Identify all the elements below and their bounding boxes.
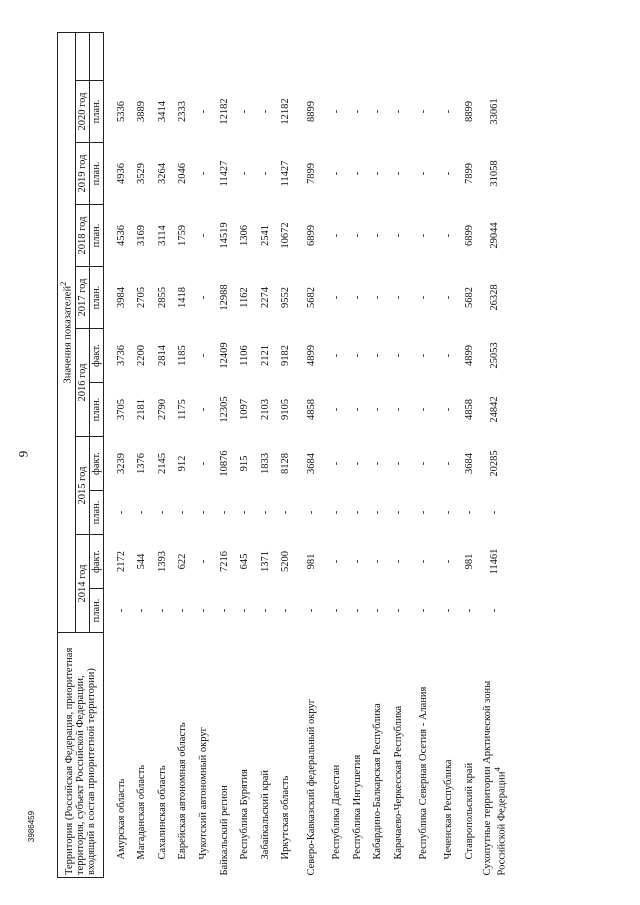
value-cell: 645	[239, 553, 251, 570]
table-row	[409, 33, 439, 878]
values-header-label: Значения показателей	[62, 285, 74, 384]
value-cell: -	[443, 461, 455, 466]
value-cell: 3889	[136, 101, 148, 122]
value-cell: 4899	[463, 345, 475, 366]
table-row	[103, 33, 132, 878]
table-row	[235, 33, 256, 878]
territory-cell	[368, 633, 389, 878]
value-cell: -	[197, 295, 209, 300]
value-cell: -	[392, 233, 404, 238]
value-cell: -	[330, 608, 342, 613]
table-row	[194, 33, 215, 878]
value-cell: -	[239, 608, 251, 613]
value-cell: -	[218, 510, 230, 515]
value-cell: 9182	[280, 345, 292, 366]
value-cell: 912	[177, 455, 189, 472]
value-cell: -	[418, 608, 430, 613]
blank-cell	[194, 33, 215, 81]
territory-cell	[389, 633, 410, 878]
rotated-table-container	[57, 33, 510, 878]
value-cell: 14519	[218, 222, 230, 249]
value-cell: 1393	[156, 551, 168, 572]
indicators-table	[57, 32, 510, 878]
value-cell: 3684	[305, 453, 317, 474]
table-row	[480, 33, 510, 878]
value-cell: 4899	[305, 345, 317, 366]
value-cell: 2172	[115, 551, 127, 572]
table-row	[132, 33, 153, 878]
value-cell: -	[489, 608, 501, 613]
territory-name: Республика Бурятия	[239, 769, 251, 860]
value-cell: -	[351, 461, 363, 466]
value-cell: -	[239, 510, 251, 515]
blank-cell	[153, 33, 174, 81]
value-cell: 2274	[259, 287, 271, 308]
value-cell: 915	[239, 455, 251, 472]
value-cell: -	[392, 510, 404, 515]
table-row	[460, 33, 481, 878]
value-cell: -	[372, 109, 384, 114]
value-cell: -	[392, 407, 404, 412]
plan-subheader: план.	[89, 143, 103, 205]
value-cell: -	[351, 353, 363, 358]
value-cell: -	[197, 407, 209, 412]
value-cell: 3736	[115, 345, 127, 366]
territory-name: Республика Северная Осетия - Алания	[418, 686, 430, 860]
year-header: 2014 год	[75, 535, 89, 633]
value-cell: -	[489, 510, 501, 515]
value-cell: 3705	[115, 399, 127, 420]
value-cell: 622	[177, 553, 189, 570]
value-cell: -	[330, 109, 342, 114]
value-cell: 4858	[305, 399, 317, 420]
table-row	[215, 33, 236, 878]
value-cell: -	[418, 559, 430, 564]
value-cell: 5682	[305, 287, 317, 308]
table-row	[347, 33, 368, 878]
blank-cell	[173, 33, 194, 81]
blank-cell	[256, 33, 277, 81]
territory-name: Северо-Кавказский федеральный округ	[305, 698, 317, 876]
value-cell: -	[197, 510, 209, 515]
value-cell: 3114	[156, 225, 168, 246]
value-cell: 2814	[156, 345, 168, 366]
blank-cell	[439, 33, 460, 81]
value-cell: -	[115, 510, 127, 515]
value-cell: -	[115, 608, 127, 613]
value-cell: 24842	[489, 396, 501, 423]
fact-subheader: факт.	[89, 535, 103, 589]
value-cell: -	[305, 510, 317, 515]
value-cell: -	[443, 608, 455, 613]
value-cell: 1175	[177, 399, 189, 420]
territory-cell	[215, 633, 236, 878]
value-cell: -	[372, 608, 384, 613]
blank-cell	[368, 33, 389, 81]
year-header: 2020 год	[75, 81, 89, 143]
value-cell: -	[330, 510, 342, 515]
value-cell: -	[351, 608, 363, 613]
territory-cell	[173, 633, 194, 878]
value-cell: 4858	[463, 399, 475, 420]
value-cell: 12182	[218, 98, 230, 125]
value-cell: -	[372, 295, 384, 300]
value-cell: 11427	[218, 160, 230, 187]
value-cell: -	[392, 353, 404, 358]
territory-name: Магаданская область	[136, 764, 148, 860]
value-cell: -	[330, 171, 342, 176]
value-cell: -	[418, 295, 430, 300]
value-cell: 3684	[463, 453, 475, 474]
value-cell: 1162	[239, 287, 251, 308]
blank-cell	[480, 33, 510, 81]
value-cell: 3239	[115, 453, 127, 474]
value-cell: -	[197, 608, 209, 613]
territory-name: Кабардино-Балкарская Республика	[372, 703, 384, 860]
value-cell: 2181	[136, 399, 148, 420]
footnote-marker: 4	[492, 767, 503, 772]
value-cell: 20285	[489, 450, 501, 477]
territory-header: Территория (Российская Федерация, приоритетная территория, субъект Российской Федерации, входящий в состав приоритетной территории)	[58, 633, 104, 878]
value-cell: -	[156, 608, 168, 613]
value-cell: 1097	[239, 399, 251, 420]
territory-cell	[480, 633, 510, 878]
value-cell: 1376	[136, 453, 148, 474]
value-cell: -	[197, 233, 209, 238]
blank-cell	[409, 33, 439, 81]
value-cell: -	[280, 510, 292, 515]
territory-cell	[297, 633, 327, 878]
value-cell: -	[418, 233, 430, 238]
value-cell: -	[372, 510, 384, 515]
value-cell: 26328	[489, 284, 501, 311]
territory-cell	[409, 633, 439, 878]
year-header: 2017 год	[75, 267, 89, 329]
table-row	[439, 33, 460, 878]
value-cell: -	[259, 171, 271, 176]
value-cell: 1306	[239, 225, 251, 246]
value-cell: 5336	[115, 101, 127, 122]
value-cell: -	[239, 171, 251, 176]
value-cell: 2333	[177, 101, 189, 122]
value-cell: 6899	[305, 225, 317, 246]
value-cell: -	[443, 353, 455, 358]
territory-name: Карачаево-Черкесская Республика	[392, 705, 404, 860]
plan-subheader: план.	[89, 589, 103, 633]
blank-cell	[327, 33, 348, 81]
value-cell: 3264	[156, 163, 168, 184]
value-cell: 2200	[136, 345, 148, 366]
value-cell: 1185	[177, 345, 189, 366]
value-cell: -	[443, 407, 455, 412]
value-cell: 4536	[115, 225, 127, 246]
value-cell: 2541	[259, 225, 271, 246]
value-cell: -	[418, 510, 430, 515]
value-cell: -	[305, 608, 317, 613]
values-header	[58, 33, 76, 633]
value-cell: 11427	[280, 160, 292, 187]
value-cell: 981	[463, 553, 475, 570]
value-cell: 2705	[136, 287, 148, 308]
value-cell: -	[330, 233, 342, 238]
value-cell: 8899	[305, 101, 317, 122]
value-cell: -	[392, 295, 404, 300]
value-cell: -	[418, 461, 430, 466]
year-header: 2015 год	[75, 437, 89, 535]
table-row	[256, 33, 277, 878]
territory-name: Чеченская Республика	[443, 759, 455, 860]
value-cell: 8899	[463, 101, 475, 122]
value-cell: -	[443, 559, 455, 564]
value-cell: 5200	[280, 551, 292, 572]
value-cell: -	[418, 407, 430, 412]
territory-cell	[460, 633, 481, 878]
value-cell: 6899	[463, 225, 475, 246]
value-cell: 544	[136, 553, 148, 570]
value-cell: 5682	[463, 287, 475, 308]
value-cell: 12182	[280, 98, 292, 125]
value-cell: 2145	[156, 453, 168, 474]
value-cell: -	[259, 510, 271, 515]
value-cell: 8128	[280, 453, 292, 474]
value-cell: 2046	[177, 163, 189, 184]
territory-name: Амурская область	[115, 778, 127, 860]
value-cell: 3529	[136, 163, 148, 184]
value-cell: -	[463, 608, 475, 613]
blank-cell	[215, 33, 236, 81]
value-cell: -	[218, 608, 230, 613]
blank-cell	[297, 33, 327, 81]
value-cell: 25053	[489, 342, 501, 369]
value-cell: -	[136, 510, 148, 515]
value-cell: 3414	[156, 101, 168, 122]
territory-name: Ставропольский край	[463, 762, 475, 860]
value-cell: -	[280, 608, 292, 613]
territory-name: Республика Дагестан	[330, 764, 342, 860]
territory-cell	[132, 633, 153, 878]
blank-cell	[103, 33, 132, 81]
value-cell: -	[197, 559, 209, 564]
value-cell: -	[372, 171, 384, 176]
value-cell: -	[239, 109, 251, 114]
blank-cell	[389, 33, 410, 81]
plan-subheader: план.	[89, 267, 103, 329]
blank-cell	[276, 33, 297, 81]
value-cell: -	[330, 353, 342, 358]
value-cell: -	[177, 510, 189, 515]
value-cell: -	[197, 171, 209, 176]
footnote-marker: 2	[58, 281, 68, 286]
value-cell: 2121	[259, 345, 271, 366]
territory-cell	[153, 633, 174, 878]
blank-cell	[235, 33, 256, 81]
value-cell: -	[177, 608, 189, 613]
table-body	[103, 33, 510, 878]
value-cell: -	[392, 171, 404, 176]
document-code: 3986459	[27, 810, 37, 843]
territory-name: Забайкальский край	[259, 769, 271, 860]
value-cell: -	[392, 608, 404, 613]
value-cell: -	[351, 233, 363, 238]
table-row	[389, 33, 410, 878]
value-cell: -	[372, 559, 384, 564]
value-cell: -	[418, 171, 430, 176]
value-cell: 31058	[489, 160, 501, 187]
value-cell: 4936	[115, 163, 127, 184]
value-cell: 11461	[489, 548, 501, 575]
value-cell: -	[197, 353, 209, 358]
blank-cell	[347, 33, 368, 81]
value-cell: 981	[305, 553, 317, 570]
value-cell: 2790	[156, 399, 168, 420]
value-cell: -	[351, 510, 363, 515]
value-cell: 12988	[218, 284, 230, 311]
territory-name: Сахалинская область	[156, 765, 168, 860]
value-cell: 7899	[463, 163, 475, 184]
territory-name: Иркутская область	[280, 775, 292, 860]
value-cell: 2855	[156, 287, 168, 308]
value-cell: -	[443, 109, 455, 114]
value-cell: -	[392, 461, 404, 466]
value-cell: -	[156, 510, 168, 515]
table-row	[173, 33, 194, 878]
value-cell: -	[418, 353, 430, 358]
value-cell: -	[330, 407, 342, 412]
value-cell: 33061	[489, 98, 501, 125]
year-header: 2018 год	[75, 205, 89, 267]
table-row	[297, 33, 327, 878]
value-cell: -	[463, 510, 475, 515]
value-cell: -	[372, 353, 384, 358]
fact-subheader: факт.	[89, 329, 103, 383]
value-cell: 2103	[259, 399, 271, 420]
plan-subheader: план.	[89, 81, 103, 143]
table-row	[327, 33, 348, 878]
territory-name: Республика Ингушетия	[351, 754, 363, 860]
value-cell: -	[372, 407, 384, 412]
value-cell: -	[351, 407, 363, 412]
value-cell: -	[330, 559, 342, 564]
value-cell: -	[197, 461, 209, 466]
territory-name: Еврейская автономная область	[177, 722, 189, 860]
plan-subheader: план.	[89, 383, 103, 437]
value-cell: 3169	[136, 225, 148, 246]
blank-header-cell	[89, 33, 103, 81]
territory-cell	[276, 633, 297, 878]
territory-cell	[439, 633, 460, 878]
value-cell: 12409	[218, 342, 230, 369]
value-cell: -	[259, 109, 271, 114]
value-cell: -	[351, 109, 363, 114]
territory-name: Байкальский регион	[218, 785, 230, 876]
value-cell: -	[197, 109, 209, 114]
value-cell: -	[443, 171, 455, 176]
plan-subheader: план.	[89, 491, 103, 535]
territory-cell	[327, 633, 348, 878]
value-cell: 10876	[218, 450, 230, 477]
value-cell: -	[372, 233, 384, 238]
year-header: 2016 год	[75, 329, 89, 437]
territory-cell	[235, 633, 256, 878]
table-row	[276, 33, 297, 878]
blank-header-cell	[75, 33, 89, 81]
table-row	[368, 33, 389, 878]
territory-name: Сухопутные территории Арктической зоны Российской Федерации	[481, 680, 508, 876]
value-cell: 1833	[259, 453, 271, 474]
value-cell: 10672	[280, 222, 292, 249]
value-cell: 29044	[489, 222, 501, 249]
value-cell: 1371	[259, 551, 271, 572]
value-cell: -	[443, 233, 455, 238]
value-cell: -	[259, 608, 271, 613]
value-cell: -	[351, 295, 363, 300]
value-cell: -	[351, 559, 363, 564]
value-cell: 3984	[115, 287, 127, 308]
value-cell: 9552	[280, 287, 292, 308]
value-cell: -	[372, 461, 384, 466]
year-header: 2019 год	[75, 143, 89, 205]
value-cell: -	[418, 109, 430, 114]
value-cell: -	[330, 461, 342, 466]
page-number: 9	[15, 450, 31, 458]
value-cell: 9105	[280, 399, 292, 420]
value-cell: -	[392, 109, 404, 114]
table-row	[153, 33, 174, 878]
value-cell: -	[330, 295, 342, 300]
territory-cell	[194, 633, 215, 878]
value-cell: 1418	[177, 287, 189, 308]
value-cell: -	[136, 608, 148, 613]
plan-subheader: план.	[89, 205, 103, 267]
value-cell: 7216	[218, 551, 230, 572]
territory-cell	[256, 633, 277, 878]
territory-cell	[103, 633, 132, 878]
value-cell: 7899	[305, 163, 317, 184]
blank-cell	[460, 33, 481, 81]
territory-cell	[347, 633, 368, 878]
territory-name: Чукотский автономный округ	[197, 727, 209, 860]
value-cell: 12305	[218, 396, 230, 423]
fact-subheader: факт.	[89, 437, 103, 491]
blank-cell	[132, 33, 153, 81]
value-cell: -	[443, 510, 455, 515]
value-cell: -	[443, 295, 455, 300]
value-cell: -	[392, 559, 404, 564]
value-cell: 1759	[177, 225, 189, 246]
value-cell: -	[351, 171, 363, 176]
value-cell: 1106	[239, 345, 251, 366]
